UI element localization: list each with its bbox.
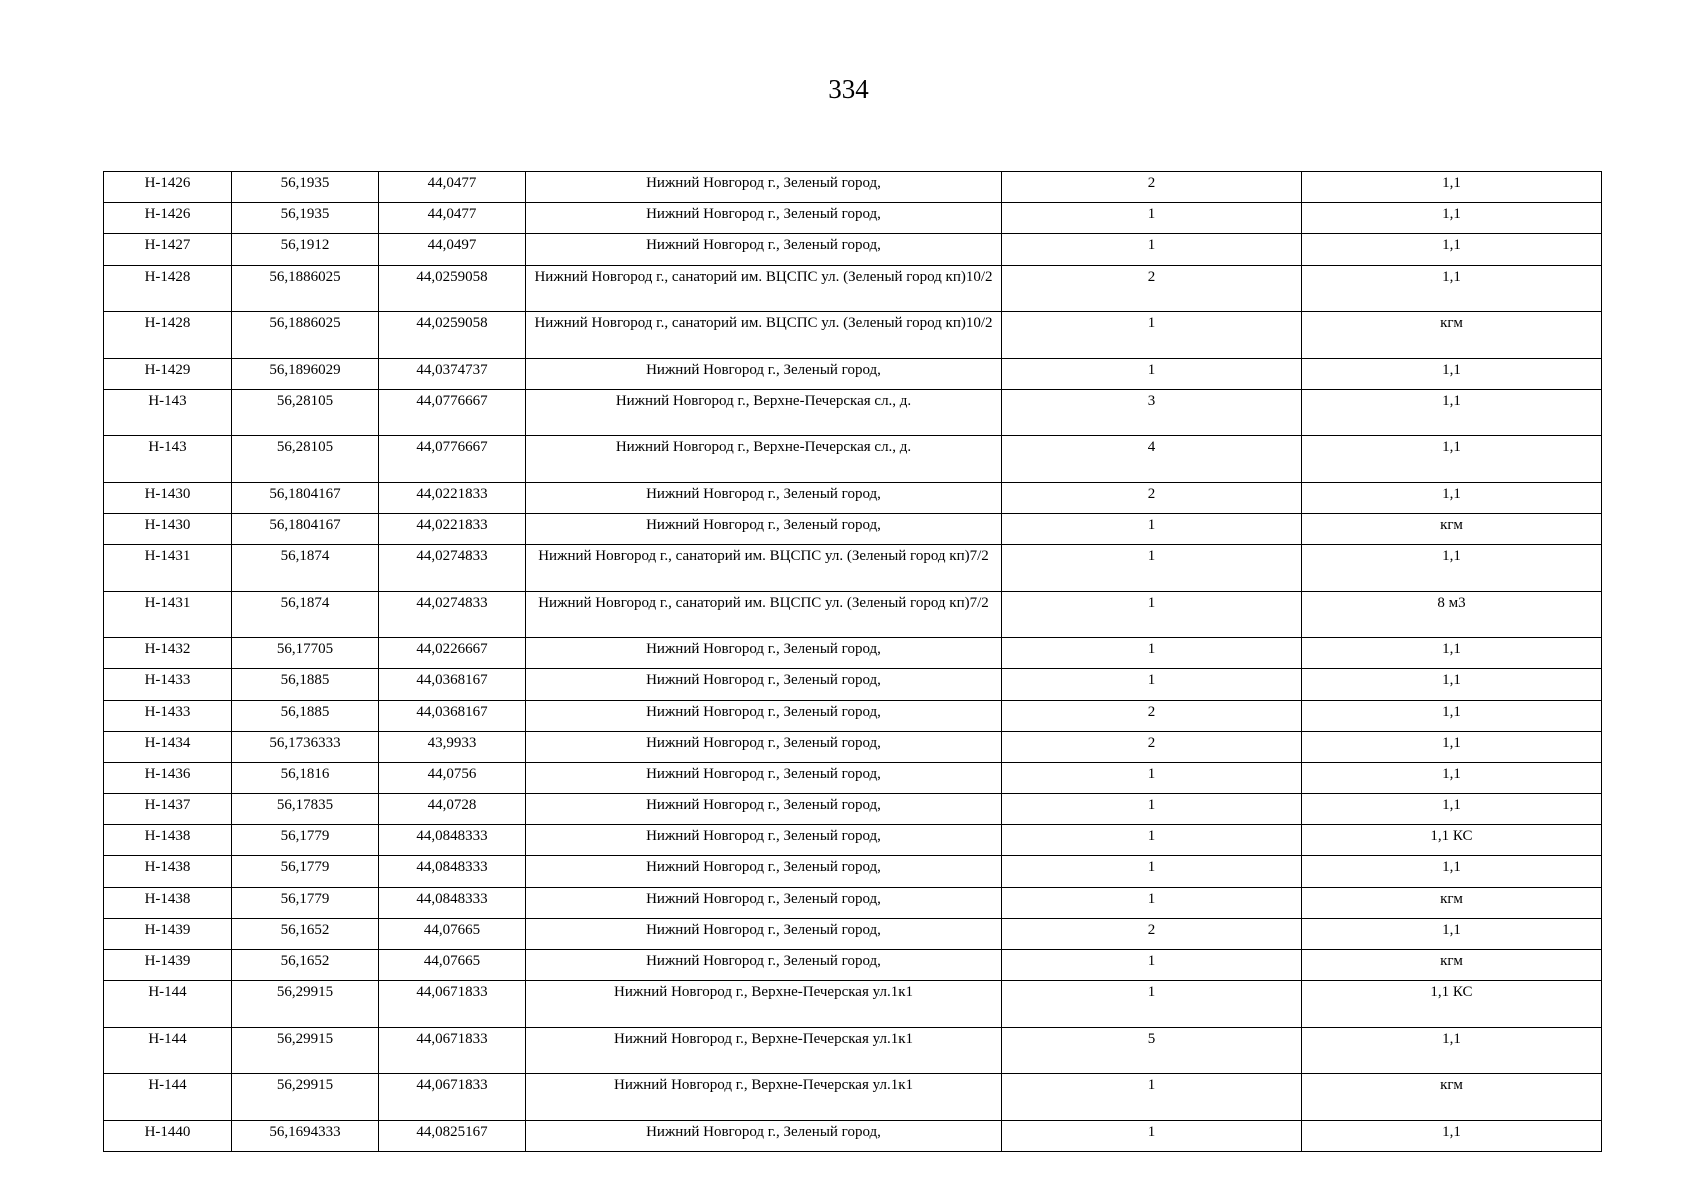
cell-container-type: 1,1 КС: [1302, 825, 1602, 856]
table-row: [104, 669, 1602, 700]
cell-address: Нижний Новгород г., санаторий им. ВЦСПС ул. (Зеленый город кп)7/2: [526, 591, 1002, 638]
cell-quantity: 2: [1002, 482, 1302, 513]
cell-latitude: 56,1694333: [232, 1120, 379, 1151]
table-row: [104, 436, 1602, 483]
cell-address: Нижний Новгород г., Верхне-Печерская сл., д.: [526, 389, 1002, 436]
cell-address: Нижний Новгород г., Зеленый город,: [526, 731, 1002, 762]
cell-address: Нижний Новгород г., Зеленый город,: [526, 234, 1002, 265]
cell-address: Нижний Новгород г., Зеленый город,: [526, 172, 1002, 203]
cell-container-type: 1,1: [1302, 856, 1602, 887]
cell-latitude: 56,28105: [232, 389, 379, 436]
cell-address: Нижний Новгород г., Зеленый город,: [526, 762, 1002, 793]
cell-quantity: 1: [1002, 856, 1302, 887]
cell-address: Нижний Новгород г., санаторий им. ВЦСПС ул. (Зеленый город кп)7/2: [526, 545, 1002, 592]
table-row: [104, 358, 1602, 389]
cell-latitude: 56,29915: [232, 1074, 379, 1121]
cell-longitude: 44,0776667: [379, 436, 526, 483]
cell-latitude: 56,1885: [232, 669, 379, 700]
cell-container-id: Н-144: [104, 1074, 232, 1121]
cell-container-id: Н-1431: [104, 591, 232, 638]
cell-address: Нижний Новгород г., Верхне-Печерская ул.1к1: [526, 1027, 1002, 1074]
table-row: [104, 731, 1602, 762]
cell-quantity: 2: [1002, 731, 1302, 762]
table-row: [104, 638, 1602, 669]
cell-quantity: 1: [1002, 1120, 1302, 1151]
cell-longitude: 44,0259058: [379, 265, 526, 312]
cell-longitude: 44,0374737: [379, 358, 526, 389]
cell-longitude: 44,0848333: [379, 825, 526, 856]
cell-container-id: Н-1432: [104, 638, 232, 669]
cell-container-type: 1,1: [1302, 638, 1602, 669]
cell-longitude: 44,0671833: [379, 1027, 526, 1074]
cell-latitude: 56,1896029: [232, 358, 379, 389]
table-row: [104, 265, 1602, 312]
cell-latitude: 56,1874: [232, 591, 379, 638]
cell-container-id: Н-1427: [104, 234, 232, 265]
cell-container-id: Н-143: [104, 436, 232, 483]
cell-longitude: 44,0274833: [379, 545, 526, 592]
cell-latitude: 56,1779: [232, 856, 379, 887]
cell-quantity: 1: [1002, 203, 1302, 234]
cell-longitude: 44,0368167: [379, 700, 526, 731]
table-row: [104, 794, 1602, 825]
cell-address: Нижний Новгород г., Зеленый город,: [526, 856, 1002, 887]
cell-container-type: 8 м3: [1302, 591, 1602, 638]
cell-address: Нижний Новгород г., Зеленый город,: [526, 950, 1002, 981]
cell-address: Нижний Новгород г., Зеленый город,: [526, 513, 1002, 544]
cell-container-id: Н-1426: [104, 203, 232, 234]
cell-container-type: 1,1: [1302, 669, 1602, 700]
cell-container-type: кгм: [1302, 312, 1602, 359]
cell-latitude: 56,1935: [232, 203, 379, 234]
cell-latitude: 56,1886025: [232, 265, 379, 312]
cell-longitude: 44,0756: [379, 762, 526, 793]
page-number: 334: [828, 74, 869, 104]
cell-longitude: 44,0226667: [379, 638, 526, 669]
cell-container-type: 1,1: [1302, 545, 1602, 592]
table-row: [104, 1027, 1602, 1074]
table-row: [104, 234, 1602, 265]
cell-latitude: 56,1816: [232, 762, 379, 793]
table-row: [104, 591, 1602, 638]
table-row: [104, 918, 1602, 949]
cell-longitude: 44,0274833: [379, 591, 526, 638]
cell-longitude: 44,0368167: [379, 669, 526, 700]
cell-address: Нижний Новгород г., Зеленый город,: [526, 887, 1002, 918]
cell-longitude: 44,0825167: [379, 1120, 526, 1151]
cell-container-id: Н-1433: [104, 669, 232, 700]
table-row: [104, 1074, 1602, 1121]
cell-longitude: 43,9933: [379, 731, 526, 762]
table-row: [104, 762, 1602, 793]
table-row: [104, 389, 1602, 436]
cell-container-id: Н-1438: [104, 825, 232, 856]
cell-longitude: 44,0848333: [379, 856, 526, 887]
cell-longitude: 44,0728: [379, 794, 526, 825]
cell-latitude: 56,29915: [232, 981, 379, 1028]
cell-latitude: 56,1652: [232, 950, 379, 981]
cell-latitude: 56,1779: [232, 825, 379, 856]
cell-container-type: 1,1: [1302, 389, 1602, 436]
table-row: [104, 887, 1602, 918]
cell-quantity: 2: [1002, 918, 1302, 949]
cell-quantity: 1: [1002, 981, 1302, 1028]
table-row: [104, 950, 1602, 981]
cell-longitude: 44,0259058: [379, 312, 526, 359]
cell-latitude: 56,1804167: [232, 513, 379, 544]
cell-container-type: 1,1: [1302, 918, 1602, 949]
table-row: [104, 825, 1602, 856]
cell-quantity: 1: [1002, 950, 1302, 981]
cell-address: Нижний Новгород г., Зеленый город,: [526, 638, 1002, 669]
cell-latitude: 56,17835: [232, 794, 379, 825]
cell-container-type: 1,1: [1302, 358, 1602, 389]
cell-container-id: Н-1439: [104, 918, 232, 949]
cell-container-id: Н-1433: [104, 700, 232, 731]
cell-container-type: 1,1: [1302, 700, 1602, 731]
cell-container-type: 1,1: [1302, 265, 1602, 312]
registry-table: [103, 171, 1602, 1152]
cell-address: Нижний Новгород г., Зеленый город,: [526, 700, 1002, 731]
cell-container-type: 1,1 КС: [1302, 981, 1602, 1028]
cell-container-type: кгм: [1302, 887, 1602, 918]
cell-quantity: 1: [1002, 234, 1302, 265]
cell-quantity: 3: [1002, 389, 1302, 436]
cell-container-type: 1,1: [1302, 436, 1602, 483]
cell-container-type: кгм: [1302, 950, 1602, 981]
cell-latitude: 56,1652: [232, 918, 379, 949]
cell-container-type: кгм: [1302, 513, 1602, 544]
cell-address: Нижний Новгород г., Зеленый город,: [526, 918, 1002, 949]
cell-longitude: 44,0671833: [379, 981, 526, 1028]
cell-longitude: 44,0221833: [379, 513, 526, 544]
cell-latitude: 56,1912: [232, 234, 379, 265]
cell-latitude: 56,17705: [232, 638, 379, 669]
cell-longitude: 44,0477: [379, 172, 526, 203]
cell-latitude: 56,1874: [232, 545, 379, 592]
cell-container-id: Н-1438: [104, 887, 232, 918]
cell-address: Нижний Новгород г., Верхне-Печерская ул.1к1: [526, 1074, 1002, 1121]
cell-quantity: 1: [1002, 669, 1302, 700]
cell-container-id: Н-143: [104, 389, 232, 436]
cell-container-id: Н-1426: [104, 172, 232, 203]
cell-quantity: 5: [1002, 1027, 1302, 1074]
cell-quantity: 1: [1002, 762, 1302, 793]
cell-container-id: Н-144: [104, 981, 232, 1028]
cell-container-id: Н-1430: [104, 482, 232, 513]
cell-container-id: Н-144: [104, 1027, 232, 1074]
cell-latitude: 56,29915: [232, 1027, 379, 1074]
cell-address: Нижний Новгород г., санаторий им. ВЦСПС ул. (Зеленый город кп)10/2: [526, 312, 1002, 359]
cell-quantity: 1: [1002, 513, 1302, 544]
cell-address: Нижний Новгород г., Верхне-Печерская ул.1к1: [526, 981, 1002, 1028]
cell-quantity: 2: [1002, 172, 1302, 203]
cell-container-type: 1,1: [1302, 762, 1602, 793]
cell-quantity: 1: [1002, 887, 1302, 918]
cell-container-id: Н-1428: [104, 265, 232, 312]
cell-container-type: 1,1: [1302, 234, 1602, 265]
cell-container-type: 1,1: [1302, 482, 1602, 513]
cell-quantity: 1: [1002, 312, 1302, 359]
table-row: [104, 312, 1602, 359]
cell-address: Нижний Новгород г., Зеленый город,: [526, 825, 1002, 856]
cell-container-id: Н-1437: [104, 794, 232, 825]
cell-address: Нижний Новгород г., Верхне-Печерская сл., д.: [526, 436, 1002, 483]
cell-container-id: Н-1431: [104, 545, 232, 592]
cell-container-type: 1,1: [1302, 794, 1602, 825]
cell-container-type: кгм: [1302, 1074, 1602, 1121]
table-row: [104, 172, 1602, 203]
table-row: [104, 1120, 1602, 1151]
cell-quantity: 1: [1002, 358, 1302, 389]
table-row: [104, 856, 1602, 887]
cell-quantity: 1: [1002, 545, 1302, 592]
cell-quantity: 1: [1002, 1074, 1302, 1121]
cell-latitude: 56,1779: [232, 887, 379, 918]
cell-quantity: 1: [1002, 794, 1302, 825]
cell-longitude: 44,0221833: [379, 482, 526, 513]
table-row: [104, 513, 1602, 544]
cell-address: Нижний Новгород г., Зеленый город,: [526, 358, 1002, 389]
table-row: [104, 981, 1602, 1028]
cell-container-type: 1,1: [1302, 1027, 1602, 1074]
cell-container-id: Н-1429: [104, 358, 232, 389]
cell-quantity: 1: [1002, 591, 1302, 638]
cell-container-id: Н-1438: [104, 856, 232, 887]
cell-address: Нижний Новгород г., Зеленый город,: [526, 1120, 1002, 1151]
cell-container-type: 1,1: [1302, 731, 1602, 762]
cell-longitude: 44,07665: [379, 950, 526, 981]
cell-address: Нижний Новгород г., Зеленый город,: [526, 203, 1002, 234]
cell-container-type: 1,1: [1302, 203, 1602, 234]
cell-latitude: 56,1935: [232, 172, 379, 203]
cell-container-id: Н-1430: [104, 513, 232, 544]
cell-latitude: 56,1885: [232, 700, 379, 731]
cell-container-type: 1,1: [1302, 172, 1602, 203]
cell-container-id: Н-1439: [104, 950, 232, 981]
cell-address: Нижний Новгород г., санаторий им. ВЦСПС ул. (Зеленый город кп)10/2: [526, 265, 1002, 312]
cell-longitude: 44,07665: [379, 918, 526, 949]
cell-longitude: 44,0497: [379, 234, 526, 265]
cell-quantity: 2: [1002, 700, 1302, 731]
cell-quantity: 2: [1002, 265, 1302, 312]
cell-address: Нижний Новгород г., Зеленый город,: [526, 794, 1002, 825]
cell-container-id: Н-1428: [104, 312, 232, 359]
cell-container-id: Н-1440: [104, 1120, 232, 1151]
cell-longitude: 44,0776667: [379, 389, 526, 436]
cell-longitude: 44,0848333: [379, 887, 526, 918]
table-row: [104, 482, 1602, 513]
cell-latitude: 56,1886025: [232, 312, 379, 359]
table-row: [104, 545, 1602, 592]
cell-address: Нижний Новгород г., Зеленый город,: [526, 669, 1002, 700]
table-row: [104, 700, 1602, 731]
cell-address: Нижний Новгород г., Зеленый город,: [526, 482, 1002, 513]
cell-container-id: Н-1434: [104, 731, 232, 762]
cell-latitude: 56,1736333: [232, 731, 379, 762]
registry-table-body: [104, 172, 1602, 1152]
cell-latitude: 56,1804167: [232, 482, 379, 513]
cell-container-type: 1,1: [1302, 1120, 1602, 1151]
cell-quantity: 4: [1002, 436, 1302, 483]
cell-quantity: 1: [1002, 825, 1302, 856]
cell-container-id: Н-1436: [104, 762, 232, 793]
cell-longitude: 44,0477: [379, 203, 526, 234]
cell-quantity: 1: [1002, 638, 1302, 669]
cell-latitude: 56,28105: [232, 436, 379, 483]
cell-longitude: 44,0671833: [379, 1074, 526, 1121]
table-row: [104, 203, 1602, 234]
